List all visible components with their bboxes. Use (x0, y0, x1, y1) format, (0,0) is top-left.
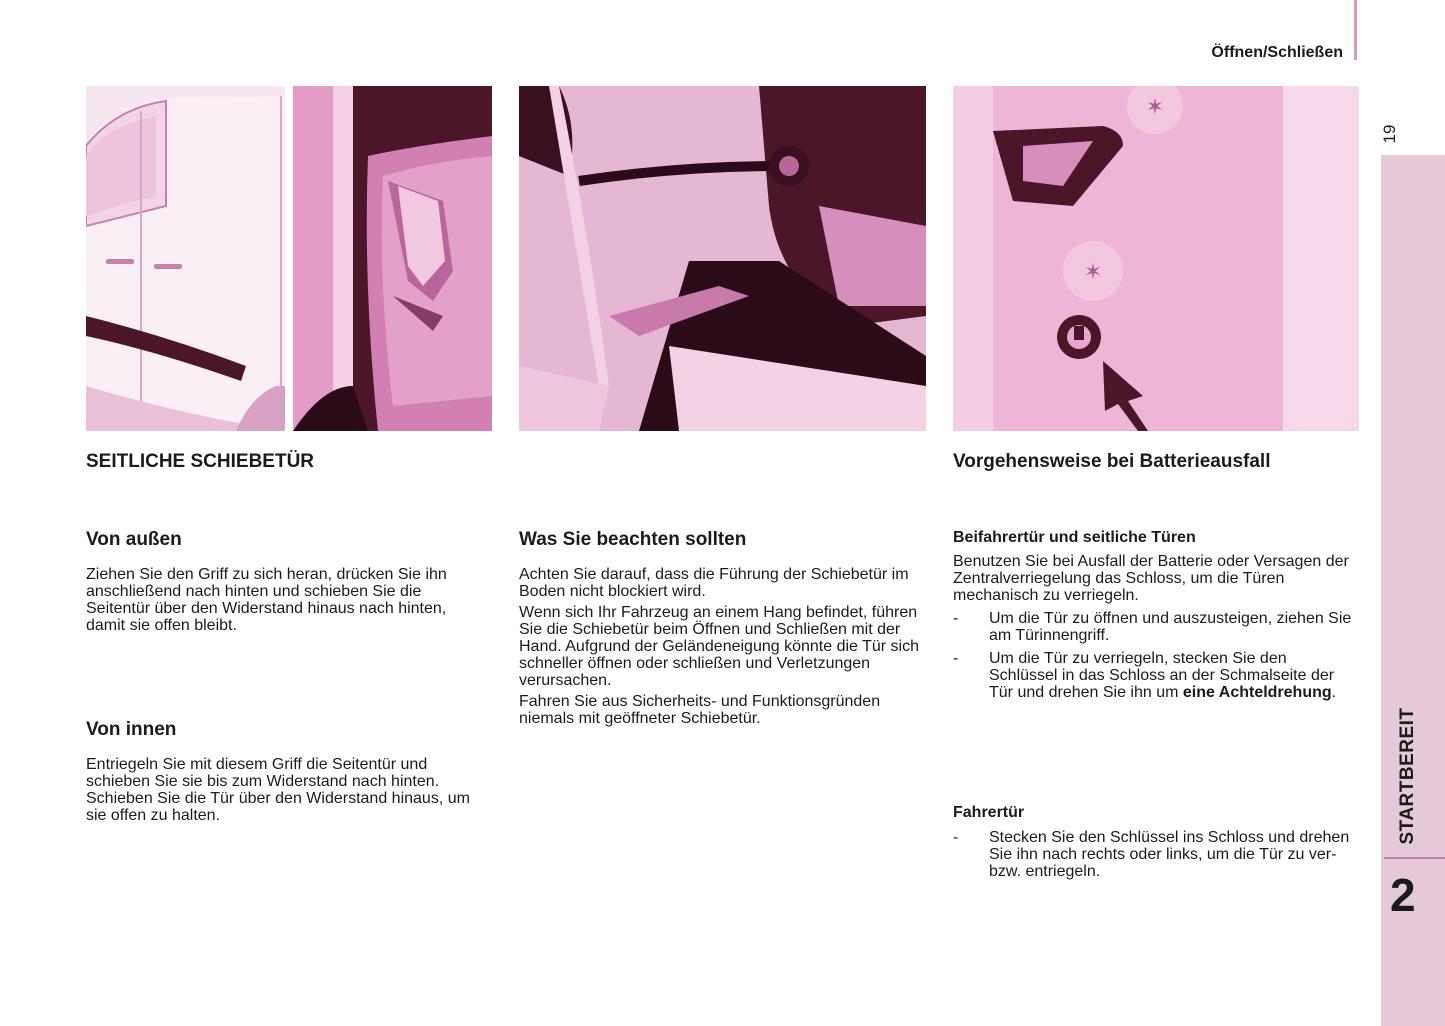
inside-text: Entriegeln Sie mit diesem Griff die Seitentür und schieben Sie sie bis zum Widerstand nach hinten. Schieben Sie die Tür über den Widerstand hinaus, um sie offen zu halten. (86, 756, 470, 824)
list-item (953, 610, 1358, 644)
sliding-guide-illustration (519, 86, 926, 431)
outside-text: Ziehen Sie den Griff zu sich heran, drücken Sie ihn anschließend nach hinten und schieben Sie die Seitentür über den Widerstand hinaus nach hinten, damit sie offen bleibt. (86, 566, 447, 634)
driver-door-body (953, 829, 1358, 880)
notes-body (519, 566, 929, 727)
passenger-door-body (953, 553, 1358, 701)
notes-paragraph: Achten Sie darauf, dass die Führung der Schiebetür im Boden nicht blockiert wird. (519, 566, 909, 600)
battery-failure-heading: Vorgehensweise bei Batterieausfall (953, 451, 1271, 472)
chapter-rule (1384, 857, 1445, 859)
bullet-end: . (1331, 684, 1337, 701)
svg-text:✶: ✶ (1083, 260, 1103, 285)
bullet-text: Um die Tür zu verriegeln, stecken Sie den Schlüssel in das Schloss an der Schmalseite der Tür und drehen Sie ihn um (989, 650, 1335, 701)
dash-marker: - (953, 650, 959, 667)
page-number: 19 (1380, 124, 1399, 144)
bullet-emphasis: eine Achteldrehung (1182, 684, 1332, 701)
passenger-door-heading: Beifahrertür und seitliche Türen (953, 529, 1196, 546)
door-lock-illustration (953, 86, 1359, 431)
dash-marker: - (953, 829, 959, 846)
bullet-text: Um die Tür zu öffnen und auszusteigen, ziehen Sie am Türinnengriff. (989, 610, 1352, 644)
notes-heading: Was Sie beachten sollten (519, 529, 747, 550)
dash-marker: - (953, 610, 959, 627)
notes-paragraph: Wenn sich Ihr Fahrzeug an einem Hang befindet, führen Sie die Schiebetür beim Öffnen und Schließen mit der Hand. Aufgrund der Geländeneigung könnte die Tür sich schneller öffnen oder schließen und Verletzungen verursachen. (519, 604, 919, 689)
outside-heading: Von außen (86, 529, 182, 550)
van-exterior-illustration (86, 86, 285, 431)
inside-heading: Von innen (86, 719, 177, 740)
interior-handle-illustration (293, 86, 492, 431)
list-item (953, 650, 1358, 701)
sliding-door-heading: SEITLICHE SCHIEBETÜR (86, 451, 315, 472)
bullet-text: Stecken Sie den Schlüssel ins Schloss und drehen Sie ihn nach rechts oder links, um die Tür zu ver- bzw. entriegeln. (989, 829, 1350, 880)
section-title: Öffnen/Schließen (1211, 44, 1343, 61)
header-rule (1354, 0, 1357, 60)
notes-paragraph: Fahren Sie aus Sicherheits- und Funktionsgründen niemals mit geöffneter Schiebetür. (519, 693, 881, 727)
list-item (953, 829, 1358, 880)
driver-door-heading: Fahrertür (953, 804, 1025, 821)
svg-text:✶: ✶ (1145, 95, 1165, 120)
chapter-number: 2 (1390, 869, 1416, 921)
chapter-label: STARTBEREIT (1397, 707, 1418, 845)
passenger-intro: Benutzen Sie bei Ausfall der Batterie oder Versagen der Zentralverriegelung das Schloss, um die Türen mechanisch zu verriegeln. (953, 553, 1349, 604)
